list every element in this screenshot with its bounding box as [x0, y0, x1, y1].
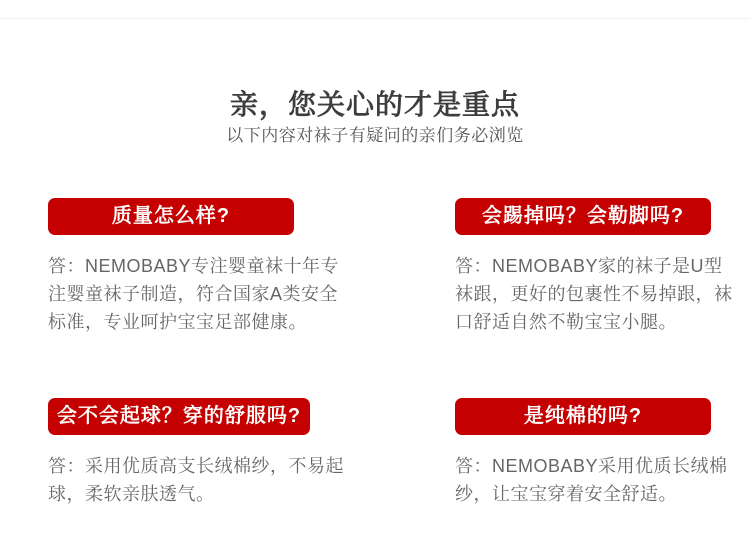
faq-block-cotton	[455, 398, 733, 508]
faq-block-fit	[455, 198, 733, 336]
question-banner: 质量怎么样?	[48, 198, 294, 235]
question-banner: 是纯棉的吗?	[455, 398, 711, 435]
answer-text: 答：采用优质高支长绒棉纱，不易起球，柔软亲肤透气。	[48, 456, 344, 504]
page-title: 亲，您关心的才是重点	[229, 89, 520, 120]
faq-block-quality	[48, 198, 354, 336]
answer-text: 答：NEMOBABY家的袜子是U型袜跟，更好的包裹性不易掉跟，袜口舒适自然不勒宝宝小腿。	[455, 256, 733, 332]
answer-text: 答：NEMOBABY专注婴童袜十年专注婴童袜子制造，符合国家A类安全标准，专业呵护宝宝足部健康。	[48, 256, 340, 332]
question-banner: 会踢掉吗？会勒脚吗?	[455, 198, 711, 235]
answer-text: 答：NEMOBABY采用优质长绒棉纱，让宝宝穿着安全舒适。	[455, 456, 728, 504]
page-subtitle: 以下内容对袜子有疑问的亲们务必浏览	[226, 126, 524, 145]
question-banner: 会不会起球？穿的舒服吗?	[48, 398, 310, 435]
top-divider	[0, 18, 750, 19]
faq-block-pilling	[48, 398, 354, 508]
